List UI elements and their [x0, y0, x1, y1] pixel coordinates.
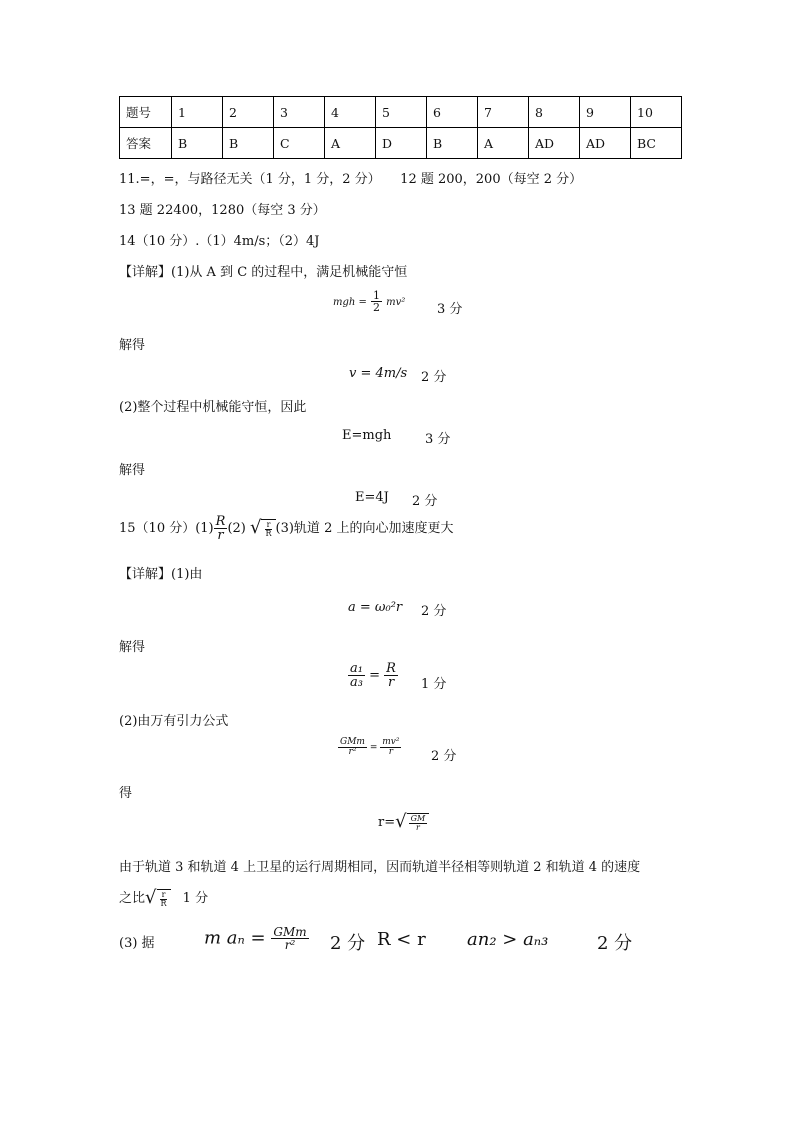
q15-title-prefix: 15（10 分）(1) [119, 521, 214, 536]
q15-equation-3 [338, 738, 401, 757]
table-cell: 9 [580, 97, 631, 128]
q14-title: 14（10 分）.（1）4m/s；（2）4J [119, 234, 320, 249]
table-cell: B [172, 128, 223, 159]
fraction [157, 889, 171, 908]
q15-detail-1: 【详解】(1)由 [119, 567, 203, 582]
table-cell: 7 [478, 97, 529, 128]
fraction [380, 738, 401, 757]
q14-detail-1: 【详解】(1)从 A 到 C 的过程中，满足机械能守恒 [119, 265, 408, 280]
eq-rhs: mv² [386, 297, 406, 308]
sqrt-expression [145, 889, 171, 908]
q14-equation-2: v = 4m/s [349, 366, 408, 381]
fraction-denominator: r² [284, 938, 296, 952]
fraction [214, 515, 228, 542]
score-label: 3 分 [425, 432, 451, 447]
table-cell: 2 [223, 97, 274, 128]
table-cell: 10 [631, 97, 682, 128]
fraction-numerator: r [266, 520, 271, 529]
eq-prefix: r= [378, 815, 396, 830]
score-label: 2 分 [431, 749, 457, 764]
q15-part3-equation [204, 926, 309, 951]
q15-title-suffix: (3)轨道 2 上的向心加速度更大 [275, 521, 454, 536]
fraction-denominator: r [415, 823, 420, 832]
fraction-numerator: R [386, 661, 396, 676]
eq-lhs: m aₙ = [204, 927, 266, 949]
fraction [338, 738, 367, 757]
q15-paragraph: 由于轨道 3 和轨道 4 上卫星的运行周期相同，因而轨道半径相等则轨道 2 和轨道 4 的速度 [119, 860, 641, 875]
fraction-denominator: 2 [373, 301, 381, 314]
fraction-denominator: r² [348, 747, 357, 757]
fraction-denominator: r [387, 675, 395, 690]
answer-line-11-12: 11.=，=，与路径无关（1 分，1 分，2 分） 12 题 200，200（每空 2 分） [119, 172, 583, 187]
sqrt-expression [250, 519, 276, 538]
table-cell: 6 [427, 97, 478, 128]
fraction-denominator: R [160, 899, 167, 908]
fraction-numerator: a₁ [350, 661, 363, 676]
table-cell: 题号 [120, 97, 172, 128]
table-cell: 答案 [120, 128, 172, 159]
score-label: 1 分 [421, 677, 447, 692]
table-cell: A [325, 128, 376, 159]
table-cell: A [478, 128, 529, 159]
fraction [348, 662, 365, 689]
table-cell: B [223, 128, 274, 159]
sqrt-sign: √ [145, 887, 157, 908]
eq-lhs: mgh = [333, 297, 367, 308]
fraction [261, 519, 275, 538]
table-cell: AD [580, 128, 631, 159]
q14-equation-4: E=4J [355, 490, 389, 505]
fraction [371, 290, 382, 313]
inequality-2: an₂ > aₙ₃ [467, 929, 549, 950]
fraction-numerator: GM [410, 814, 426, 823]
inequality-1: R < r [377, 929, 426, 950]
table-cell: 5 [376, 97, 427, 128]
table-cell: AD [529, 128, 580, 159]
fraction [271, 926, 308, 951]
answer-table [119, 96, 682, 159]
solve-label: 解得 [119, 463, 146, 478]
q14-equation-3: E=mgh [342, 428, 392, 443]
table-cell: BC [631, 128, 682, 159]
table-cell: 4 [325, 97, 376, 128]
q15-title [119, 515, 453, 542]
table-cell: B [427, 128, 478, 159]
sqrt-sign: √ [250, 517, 262, 538]
q15-paragraph-cont [119, 887, 208, 908]
para-prefix: 之比 [119, 891, 146, 906]
fraction [407, 813, 430, 832]
fraction-numerator: mv² [382, 737, 400, 747]
fraction-denominator: R [265, 529, 272, 538]
score-label: 2 分 [330, 933, 366, 954]
equals-sign: = [369, 743, 378, 753]
table-cell: C [274, 128, 325, 159]
table-cell: 1 [172, 97, 223, 128]
fraction [384, 662, 398, 689]
fraction-denominator: r [217, 528, 224, 543]
solve-label: 解得 [119, 338, 146, 353]
score-label: 2 分 [412, 494, 438, 509]
q15-detail-2: (2)由万有引力公式 [119, 714, 229, 729]
score-label: 3 分 [437, 302, 463, 317]
q14-equation-1 [333, 290, 405, 313]
q15-equation-2 [348, 662, 398, 689]
table-header-row [120, 97, 682, 128]
fraction-numerator: 1 [373, 289, 381, 302]
solve-label: 解得 [119, 640, 146, 655]
fraction-numerator: GMm [340, 737, 365, 747]
q15-equation-1: a = ω₀²r [348, 600, 403, 615]
table-cell: D [376, 128, 427, 159]
fraction-denominator: a₃ [350, 675, 363, 690]
q15-title-mid: (2) [227, 521, 246, 536]
table-answer-row [120, 128, 682, 159]
sqrt-expression [395, 813, 429, 832]
score-label: 2 分 [421, 370, 447, 385]
score-label: 2 分 [597, 933, 633, 954]
table-cell: 8 [529, 97, 580, 128]
table-cell: 3 [274, 97, 325, 128]
answer-line-13: 13 题 22400，1280（每空 3 分） [119, 203, 326, 218]
sqrt-sign: √ [395, 811, 407, 832]
fraction-denominator: r [388, 747, 394, 757]
q15-equation-4 [378, 813, 429, 832]
fraction-numerator: R [215, 514, 226, 529]
fraction-numerator: GMm [273, 925, 307, 939]
fraction-numerator: r [161, 890, 166, 899]
score-label: 1 分 [182, 891, 209, 906]
equals-sign: = [369, 668, 381, 683]
q14-detail-2: (2)整个过程中机械能守恒，因此 [119, 400, 307, 415]
q15-part3-label: (3) 据 [119, 936, 155, 951]
get-label: 得 [119, 786, 133, 801]
score-label: 2 分 [421, 604, 447, 619]
